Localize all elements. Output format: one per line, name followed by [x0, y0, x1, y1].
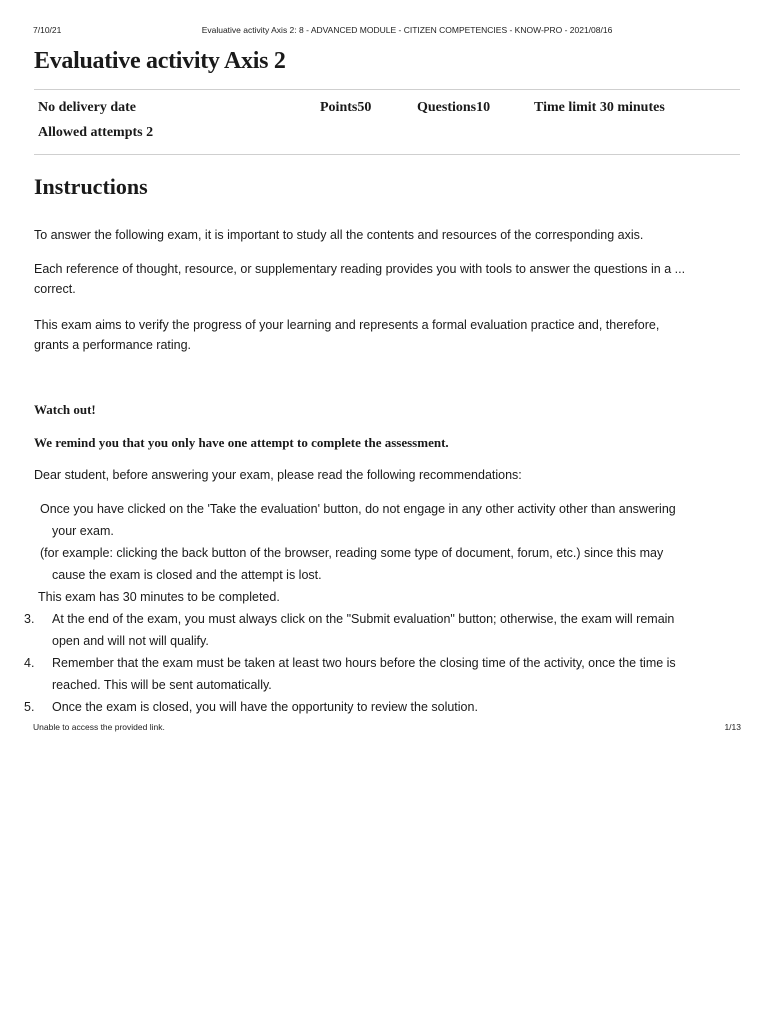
- dear-student-paragraph: Dear student, before answering your exam, please read the following recommendations:: [34, 468, 522, 482]
- print-header: [33, 25, 741, 37]
- recommendation-4-number: 4.: [24, 656, 35, 670]
- recommendation-3: At the end of the exam, you must always click on the "Submit evaluation" button; otherwise, the exam will remain open and will not will qualify.: [52, 612, 675, 648]
- page-title: Evaluative activity Axis 2: [34, 48, 286, 74]
- divider-top: [34, 89, 740, 90]
- list-item: [38, 586, 698, 608]
- list-item: [24, 608, 698, 652]
- list-item: [24, 652, 698, 696]
- list-item: [24, 696, 698, 718]
- attempt-reminder: We remind you that you only have one attempt to complete the assessment.: [34, 435, 449, 450]
- instructions-heading: Instructions: [34, 174, 148, 199]
- list-item: [38, 498, 698, 586]
- recommendation-1: Once you have clicked on the 'Take the evaluation' button, do not engage in any other activity other than answering your exam.: [40, 502, 676, 538]
- footer-link-note: Unable to access the provided link.: [33, 722, 165, 732]
- instructions-paragraph-2: Each reference of thought, resource, or supplementary reading provides you with tools to answer the questions in a ... correct.: [34, 262, 686, 296]
- recommendation-5-number: 5.: [24, 700, 35, 714]
- time-limit: Time limit 30 minutes: [534, 100, 665, 115]
- watch-out-heading: Watch out!: [34, 402, 96, 417]
- delivery-date: No delivery date: [38, 100, 136, 115]
- recommendation-2: This exam has 30 minutes to be completed.: [38, 590, 280, 604]
- print-doc-title: Evaluative activity Axis 2: 8 - ADVANCED MODULE - CITIZEN COMPETENCIES - KNOW-PRO - 2021/08/16: [201, 25, 613, 35]
- recommendation-4: Remember that the exam must be taken at least two hours before the closing time of the activity, once the time is reached. This will be sent automatically.: [52, 656, 676, 692]
- recommendation-1-continued: (for example: clicking the back button of the browser, reading some type of document, forum, etc.) since this may cause the exam is closed and the attempt is lost.: [40, 546, 664, 582]
- instructions-paragraph-3: This exam aims to verify the progress of your learning and represents a formal evaluation practice and, therefore, grants a performance rating.: [34, 318, 660, 352]
- page-number: 1/13: [724, 722, 741, 732]
- allowed-attempts: Allowed attempts 2: [38, 125, 154, 140]
- instructions-paragraph-1: To answer the following exam, it is important to study all the contents and resources of the corresponding axis.: [34, 228, 644, 242]
- recommendation-3-number: 3.: [24, 612, 35, 626]
- points: Points50: [320, 100, 372, 115]
- print-date: 7/10/21: [33, 25, 62, 35]
- recommendations-list: [24, 498, 698, 718]
- questions-count: Questions10: [417, 100, 491, 115]
- recommendation-5: Once the exam is closed, you will have the opportunity to review the solution.: [52, 700, 478, 714]
- divider-bottom: [34, 154, 740, 155]
- print-footer: [33, 722, 741, 734]
